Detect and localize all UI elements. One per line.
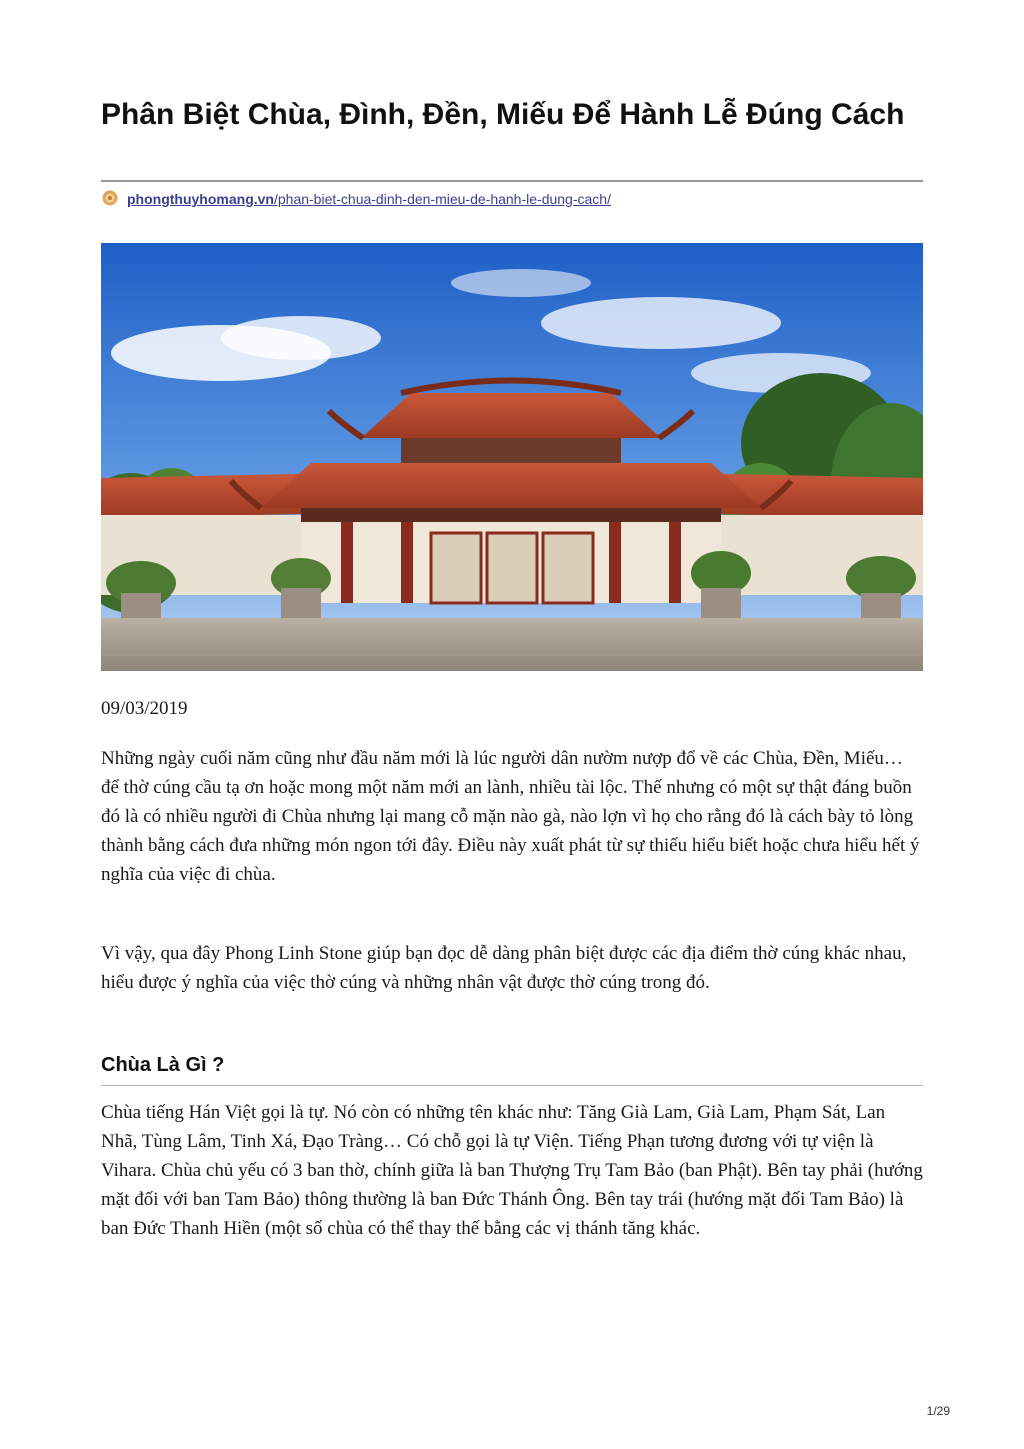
source-path: /phan-biet-chua-dinh-den-mieu-de-hanh-le-dung-cach/: [273, 191, 611, 207]
section-heading: Chùa Là Gì ?: [101, 1054, 225, 1076]
article-title: Phân Biệt Chùa, Đình, Đền, Miếu Để Hành Lễ Đúng Cách: [101, 98, 905, 131]
section-divider: [101, 1085, 923, 1086]
source-domain: phongthuyhomang.vn: [127, 191, 274, 207]
page-number: 1/29: [926, 1404, 950, 1418]
temple-photo: [101, 243, 923, 671]
source-url-link[interactable]: [127, 191, 611, 207]
title-divider: [101, 180, 923, 182]
intro-paragraph-2: Vì vậy, qua đây Phong Linh Stone giúp bạn đọc dễ dàng phân biệt được các địa điểm thờ cúng khác nhau, hiểu được ý nghĩa của việc thờ cúng và những nhân vật được thờ cúng trong đó.: [101, 943, 907, 993]
site-favicon-icon: [101, 189, 119, 210]
source-link-row: [101, 189, 611, 209]
publish-date: 09/03/2019: [101, 698, 188, 719]
section-paragraph: Chùa tiếng Hán Việt gọi là tự. Nó còn có những tên khác như: Tăng Già Lam, Già Lam, Phạm Sát, Lan Nhã, Tùng Lâm, Tinh Xá, Đạo Tràng… Có chỗ gọi là tự Viện. Tiếng Phạn tương đương với tự viện là Vihara. Chùa chủ yếu có 3 ban thờ, chính giữa là ban Thượng Trụ Tam Bảo (ban Phật). Bên tay phải (hướng mặt đối với ban Tam Bảo) thông thường là ban Đức Thánh Ông. Bên tay trái (hướng mặt đối Tam Bảo) là ban Đức Thanh Hiền (một số chùa có thể thay thế bằng các vị thánh tăng khác.: [101, 1102, 923, 1239]
intro-paragraph: Những ngày cuối năm cũng như đầu năm mới là lúc người dân nườm nượp đổ về các Chùa, Đền, Miếu… để thờ cúng cầu tạ ơn hoặc mong một năm mới an lành, nhiều tài lộc. Thế nhưng có một sự thật đáng buồn đó là có nhiều người đi Chùa nhưng lại mang cỗ mặn nào gà, nào lợn vì họ cho rằng đó là cách bày tỏ lòng thành bằng cách đưa những món ngon tới đây. Điều này xuất phát từ sự thiếu hiểu biết hoặc chưa hiểu hết ý nghĩa của việc đi chùa.: [101, 748, 920, 885]
